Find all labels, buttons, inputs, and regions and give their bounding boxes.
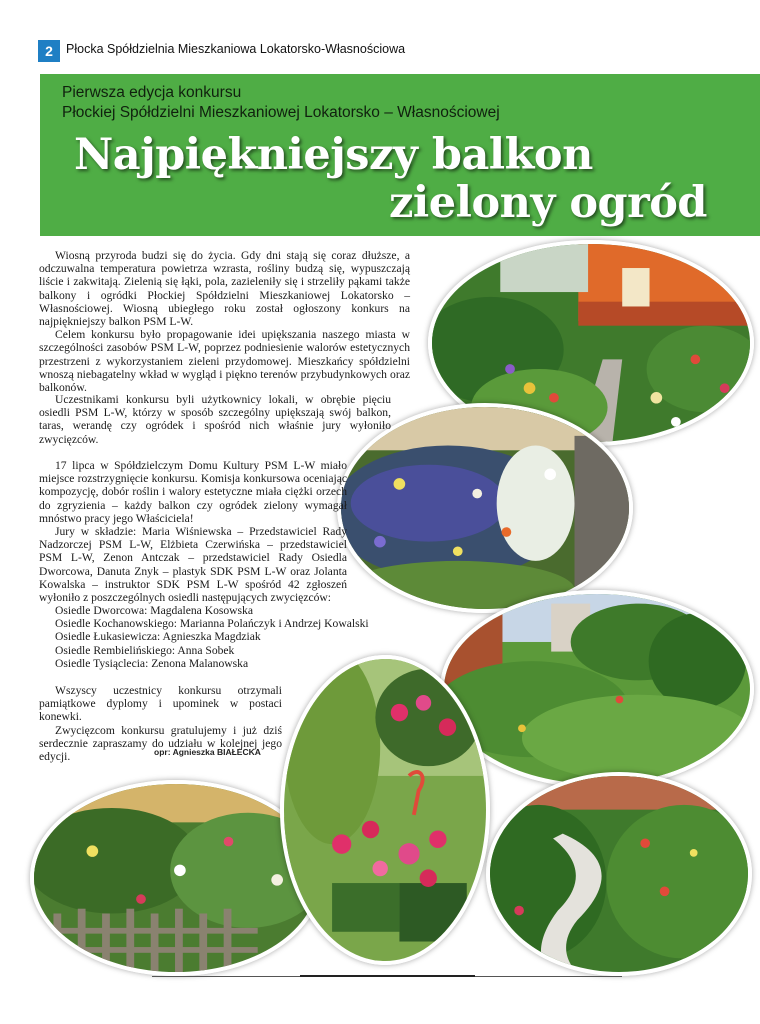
paragraph-congratulations: Zwycięzcom konkursu gratulujemy i już dziś serdecznie zapraszamy do udziału w kolejnej jego edycji. xyxy=(39,723,282,764)
paragraph-participants: Uczestnikami konkursu byli użytkownicy lokali, w obrębie pięciu osiedli PSM L-W, którzy w sposób szczególny upiększają swój balkon, taras, werandę czy ogródek i spośród nich właśnie jury wyłoniło zwycięzców. xyxy=(39,393,391,446)
paragraph-prizes: Wszyscy uczestnicy konkursu otrzymali pamiątkowe dyplomy i upominek w postaci konewki. xyxy=(39,684,282,724)
paragraph-jury: Jury w składzie: Maria Wiśniewska – Przedstawiciel Rady Nadzorczej PSM L-W, Elżbieta Czerwińska – przedstawiciel PSM L-W, Zenon Antczak – przedstawiciel Rady Osiedla Dworcowa, Danuta Znyk – plastyk SDK PSM L-W oraz Jolanta Kowalska – instruktor SDK PSM L-W spośród 42 zgłoszeń wyłoniło z poszczególnych osiedli następujących zwycięzców: xyxy=(39,525,347,605)
paragraph-intro: Wiosną przyroda budzi się do życia. Gdy dni stają się coraz dłuższe, a odczuwalna temperatura powietrza wzrasta, rośliny budzą się, wypuszczają liście i zakwitają. Zielenią się łąki, pola, zazieleniły się i strzeliły pąkami także balkony i ogródki Płockiej Spółdzielni Mieszkaniowej Lokatorsko – Własnościowej. Wiosną ubiegłego roku został ogłoszony konkurs na najpiękniejszy balkon PSM L-W. xyxy=(39,249,410,329)
winner-item: Osiedle Kochanowskiego: Marianna Polańczyk i Andrzej Kowalski xyxy=(55,617,369,631)
winners-list xyxy=(55,604,369,670)
paragraph-resolution: 17 lipca w Spółdzielczym Domu Kultury PSM L-W miało miejsce rozstrzygnięcie konkursu. Komisja konkursowa oceniając kompozycję, dobór roślin i walory estetyczne miała ciężki orzech do zgryzienia – każdy balkon czy ogródek zielony wymagał mnóstwo pracy jego Właściciela! xyxy=(39,459,347,525)
balcony-photo-geraniums xyxy=(280,655,490,965)
garden-photo-fence xyxy=(30,780,322,976)
title-banner xyxy=(40,74,760,236)
winner-item: Osiedle Dworcowa: Magdalena Kosowska xyxy=(55,604,254,617)
footer-rule-accent xyxy=(300,975,475,977)
headline-line1: Najpiękniejszy balkon xyxy=(74,130,593,180)
winner-item: Osiedle Tysiąclecia: Zenona Malanowska xyxy=(55,656,249,670)
paragraph-goal: Celem konkursu było propagowanie idei upiększania naszego miasta w szczególności zasobów PSM L-W, poprzez podniesienie walorów estetycznych przestrzeni z wykorzystaniem zieleni przydomowej. Mieszkańcy spółdzielni wnoszą niebagatelny wkład w wygląd i piękno terenów przybudynkowych oraz balkonów. xyxy=(39,328,410,395)
running-head: Płocka Spółdzielnia Mieszkaniowa Lokatorsko-Własnościowa xyxy=(66,42,406,56)
article-paragraph-jury xyxy=(39,459,347,604)
author-byline: opr: Agnieszka BIAŁECKA xyxy=(154,747,261,757)
banner-subtitle-line1: Pierwsza edycja konkursu xyxy=(62,84,242,101)
garden-photo-wide-green xyxy=(440,590,754,788)
page-number: 2 xyxy=(38,40,60,62)
headline-line2: zielony ogród xyxy=(389,178,707,228)
winner-item: Osiedle Rembielińskiego: Anna Sobek xyxy=(55,643,235,657)
garden-photo-gravel-path xyxy=(486,772,752,976)
winner-item: Osiedle Łukasiewicza: Agnieszka Magdziak xyxy=(55,630,261,644)
article-paragraph-participants xyxy=(39,393,391,446)
banner-subtitle-line2: Płockiej Spółdzielni Mieszkaniowej Lokatorsko – Własnościowej xyxy=(62,104,500,121)
article-paragraph-1 xyxy=(39,249,410,394)
